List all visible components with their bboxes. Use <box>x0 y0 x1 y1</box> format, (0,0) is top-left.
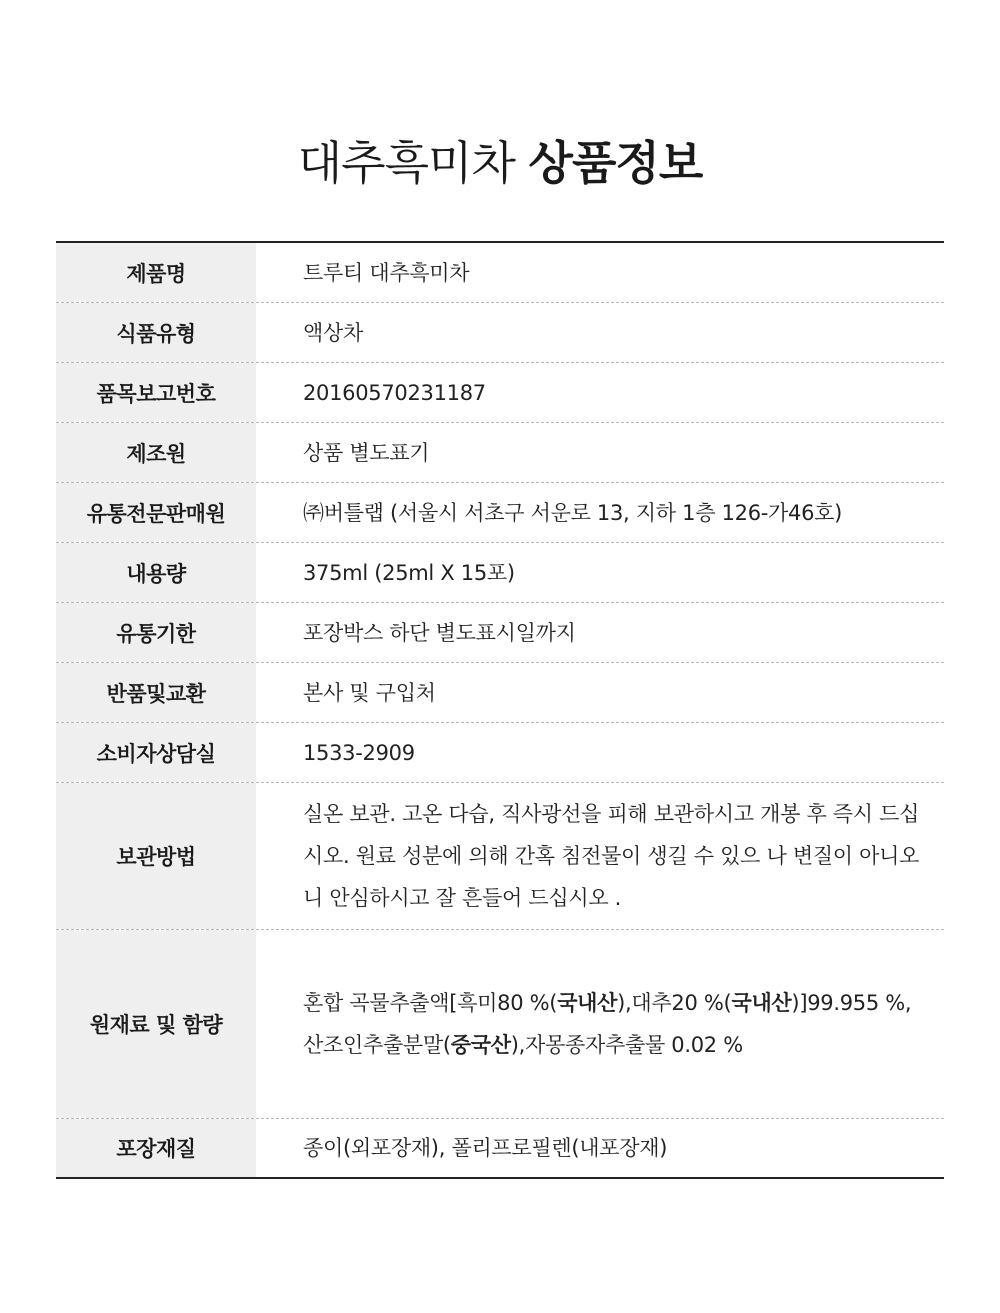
origin-label: 국내산 <box>731 991 792 1015</box>
row-value-text: 20160570231187 <box>303 380 486 405</box>
row-value-text: 트루티 대추흑미차 <box>303 260 470 285</box>
ingredient-segment: ),자몽종자추출물 0.02 % <box>510 1033 743 1057</box>
row-label: 원재료 및 함량 <box>56 930 256 1118</box>
row-label: 품목보고번호 <box>56 363 256 422</box>
row-label: 포장재질 <box>56 1119 256 1177</box>
row-label: 제품명 <box>56 243 256 302</box>
origin-label: 국내산 <box>557 991 618 1015</box>
row-value <box>256 930 944 1118</box>
title-section-name: 상품정보 <box>528 136 703 190</box>
ingredients-text <box>303 982 926 1066</box>
page-title <box>0 130 1000 196</box>
row-value-text: 1533-2909 <box>303 740 415 765</box>
product-info-table <box>56 241 944 1179</box>
row-value-text: 종이(외포장재), 폴리프로필렌(내포장재) <box>303 1136 668 1160</box>
ingredient-segment: 혼합 곡물추출액[흑미80 %( <box>303 991 558 1015</box>
row-value-text: 본사 및 구입처 <box>303 680 436 705</box>
row-value-text: 375ml (25ml X 15포) <box>303 560 515 585</box>
table-row <box>56 303 944 363</box>
row-value <box>256 543 944 602</box>
row-value <box>256 783 944 929</box>
row-value <box>256 243 944 302</box>
table-row <box>56 243 944 303</box>
row-value-text: 포장박스 하단 별도표시일까지 <box>303 620 576 645</box>
row-label: 반품및교환 <box>56 663 256 722</box>
table-row <box>56 1119 944 1177</box>
table-row <box>56 663 944 723</box>
row-value <box>256 363 944 422</box>
row-label: 식품유형 <box>56 303 256 362</box>
table-row <box>56 363 944 423</box>
table-row <box>56 603 944 663</box>
ingredient-segment: ),대추20 %( <box>617 991 732 1015</box>
row-label: 제조원 <box>56 423 256 482</box>
row-value <box>256 663 944 722</box>
table-row <box>56 483 944 543</box>
table-row <box>56 423 944 483</box>
row-value <box>256 603 944 662</box>
row-label: 유통전문판매원 <box>56 483 256 542</box>
row-label: 소비자상담실 <box>56 723 256 782</box>
row-value <box>256 483 944 542</box>
row-value-text: 실온 보관. 고온 다습, 직사광선을 피해 보관하시고 개봉 후 즉시 드십시오. 원료 성분에 의해 간혹 침전물이 생길 수 있으 나 변질이 아니오니 안심하시고 잘 흔들어 드십시오 . <box>303 802 920 910</box>
table-row <box>56 723 944 783</box>
table-row <box>56 930 944 1119</box>
row-label: 보관방법 <box>56 783 256 929</box>
title-product-name: 대추흑미차 <box>297 136 515 190</box>
row-value-text: 상품 별도표기 <box>303 440 430 465</box>
row-label: 내용량 <box>56 543 256 602</box>
row-value <box>256 303 944 362</box>
origin-label: 중국산 <box>450 1033 511 1057</box>
row-label: 유통기한 <box>56 603 256 662</box>
row-value-text: ㈜버틀랩 (서울시 서초구 서운로 13, 지하 1층 126-가46호) <box>303 500 843 525</box>
row-value <box>256 423 944 482</box>
table-row <box>56 783 944 930</box>
row-value <box>256 723 944 782</box>
table-row <box>56 543 944 603</box>
row-value <box>256 1119 944 1177</box>
ingredient-segment: )]99.955 %,산조인추출분말( <box>303 991 912 1057</box>
row-value-text: 액상차 <box>303 320 363 345</box>
